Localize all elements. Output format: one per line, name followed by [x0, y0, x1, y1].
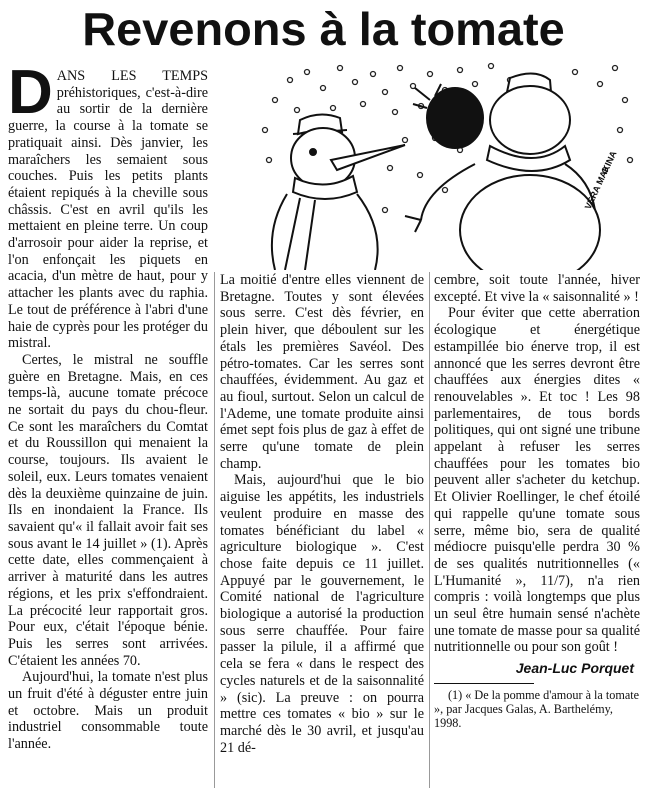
article-title: Revenons à la tomate: [82, 3, 565, 55]
illustration-signature: VERA MAKINA: [582, 149, 619, 211]
paragraph: Aujourd'hui, la tomate n'est plus un fruit d'été à déguster entre juin et octobre. Mais un produit industriel consommable toute l'année.: [8, 669, 208, 753]
paragraph: La moitié d'entre elles viennent de Bretagne. Toutes y sont élevées sous serre. C'est dès février, en plein hiver, que déboulent sur les étals les premières Savéol. Des pétro-tomates. Car les serres sont chauffées, évidemment. Au gaz et au fioul, surtout. Selon un calcul de l'Ademe, une tomate produite ainsi émet sept fois plus de gaz à effet de serre qu'une tomate de plein champ.: [220, 272, 424, 472]
article-column-3: [434, 272, 640, 730]
paragraph: Certes, le mistral ne souffle guère en Bretagne. Mais, en ces temps-là, aucune tomate précoce ne sortait du pays du chou-fleur. Ce sont les maraîchers du Comtat et du Roussillon qui menaient la course, toujours. Ils avaient le soleil, eux. Leurs tomates venaient dès la deuxième quinzaine de juin. Ils en inondaient la France. Ils savaient qu'« il fallait avoir fait ses sous avant le 14 juillet » (1). Après cette date, elles commençaient à arriver à maturité dans les autres régions, et les prix s'effondraient. La précocité leur rapportait gros. Pour eux, c'était l'époque bénie. Puis les serres sont arrivées. C'étaient les années 70.: [8, 351, 208, 669]
column-divider: [429, 272, 430, 788]
article-column-2: [220, 272, 424, 756]
article-column-1: [8, 58, 208, 753]
paragraph: [8, 58, 208, 352]
paragraph: Pour éviter que cette aberration écologique et énergétique estampillée bio énerve trop, il est annoncé que les serres devront être chauffées aux énergies dites « renouvelables ». Et toc ! Les 98 parlementaires, de tous bords politiques, qui ont signé une tribune appelant à refuser les serres chauffées pour les tomates bio peuvent aller s'acheter du ketchup. Et Olivier Roellinger, le chef étoilé qui rappelle qu'une tomate sous serre, même bio, sera de qualité médiocre puisqu'elle perdra 30 % de ses qualités nutritionnelles (« L'Humanité », 11/7), n'a rien compris : voilà longtemps que plus un seul être humain sensé n'achète une tomate de masse pour sa qualité nutritionnelle ou pour son goût !: [434, 305, 640, 656]
paragraph: Mais, aujourd'hui que le bio aiguise les appétits, les industriels veulent produire en masse des tomates bénéficiant du label « agriculture biologique ». C'est chose faite depuis ce 11 juillet. Appuyé par le gouvernement, le Comité national de l'agriculture biologique a autorisé la production sous serre chauffée. Pour faire passer la pilule, il a affirmé que cela se fera « dans le respect des cycles naturels et de la saisonnalité » (sic). La preuve : on pourra mettre ces tomates « bio » sur le marché dès le 30 avril, et jusqu'au 21 dé-: [220, 472, 424, 756]
paragraph-text: ANS LES TEMPS préhistoriques, c'est-à-dire au sortir de la dernière guerre, la course à la tomate se pratiquait ainsi. Dès janvier, les maraîchers les semaient sous couches. Puis les petits plants étaient repiqués à la cheville sous châssis. C'est en avril qu'ils les mettaient en pleine terre. Un coup d'arrosoir pour aider la reprise, et l'on enfonçait les piquets en acacia, d'un mètre de haut, pour y attacher les plants avec du raphia. Le tout de préférence à l'abri d'une haie de cyprès pour les protéger du mistral.: [8, 68, 208, 352]
column-divider: [214, 272, 215, 788]
footnote-divider: [434, 683, 534, 684]
footnote: (1) « De la pomme d'amour à la tomate », par Jacques Galas, A. Barthelémy, 1998.: [434, 687, 640, 730]
author-signature: Jean-Luc Porquet: [515, 660, 634, 677]
paragraph: cembre, soit toute l'année, hiver excepté. Et vive la « saisonnalité » !: [434, 272, 640, 305]
drop-cap: D: [8, 58, 53, 127]
snowmen-illustration: [245, 60, 640, 270]
